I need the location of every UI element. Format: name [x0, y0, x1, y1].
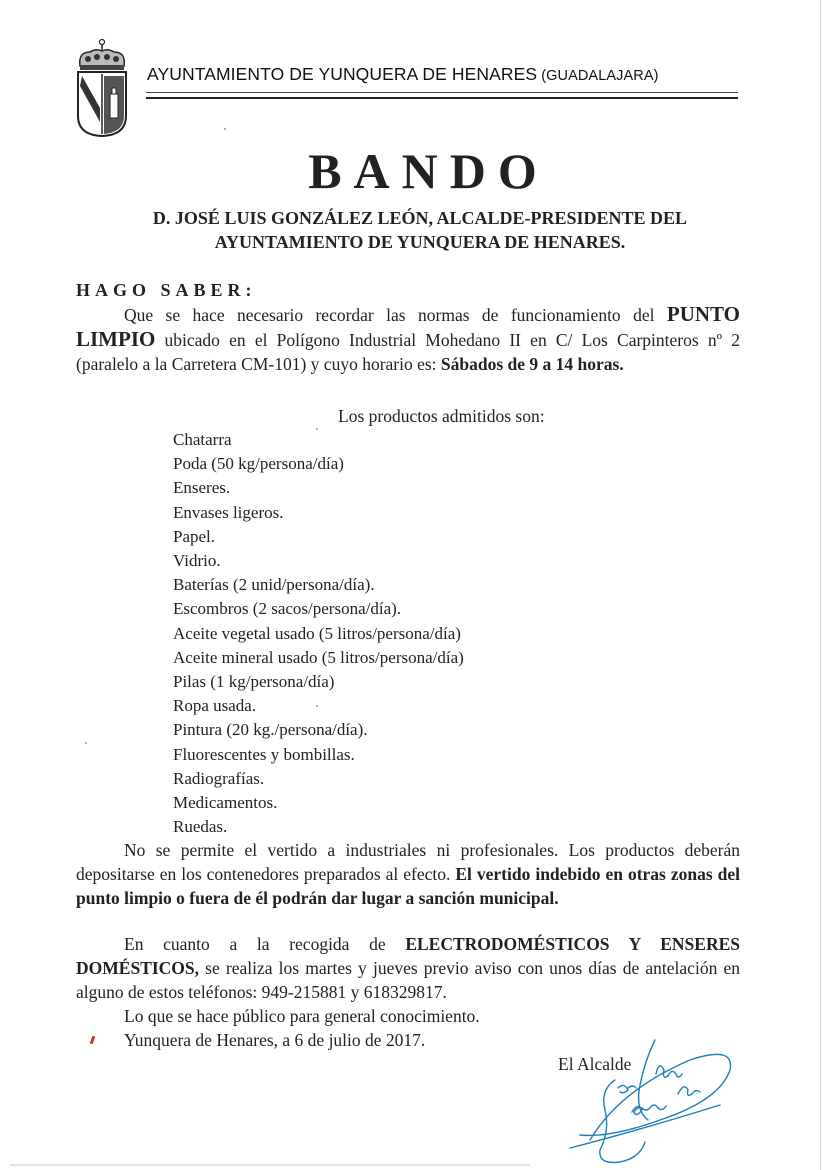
rules-paragraph [76, 838, 740, 910]
closing-statement: Lo que se hace público para general conocimiento. [124, 1006, 480, 1026]
appliances-text-b: se realiza los martes y jueves previo aviso con unos días de antelación en alguno de estos teléfonos: 949-215881 y 618329817. [76, 958, 740, 1002]
issuer-block [60, 206, 780, 254]
scan-speck [85, 742, 87, 744]
product-item: Pintura (20 kg./persona/día). [173, 720, 368, 740]
sanction-warning: El vertido indebido en otras zonas del punto limpio o fuera de él podrán dar lugar a sanción municipal. [76, 864, 741, 908]
products-heading: Los productos admitidos son: [338, 406, 545, 426]
intro-text-a: Que se hace necesario recordar las normas de funcionamiento del [124, 305, 667, 325]
product-item: Ruedas. [173, 817, 228, 837]
product-item: Pilas (1 kg/persona/día) [173, 672, 335, 692]
handwritten-signature-icon [560, 1030, 740, 1165]
municipality-name: AYUNTAMIENTO DE YUNQUERA DE HENARES [147, 64, 538, 84]
issuer-line-1: D. JOSÉ LUIS GONZÁLEZ LEÓN, ALCALDE-PRESIDENTE DEL [152, 208, 688, 228]
product-item: Aceite vegetal usado (5 litros/persona/día) [173, 623, 461, 643]
product-item: Ropa usada. [173, 696, 257, 716]
products-list [173, 428, 464, 839]
rules-text: No se permite el vertido a industriales ni profesionales. Los productos deberán depositarse en los contenedores preparados al efecto. [76, 840, 740, 884]
scan-artifact [10, 1164, 530, 1166]
appliances-label: ELECTRODOMÉSTICOS Y ENSERES DOMÉSTICOS, [76, 934, 740, 978]
intro-text-b: ubicado en el Polígono Industrial Mohedano II en C/ Los Carpinteros nº 2 (paralelo a la Carretera CM-101) y cuyo horario es: [76, 330, 740, 374]
signatory-title: El Alcalde [558, 1054, 632, 1074]
header-rule-thick [146, 97, 738, 99]
document-title: BANDO [308, 143, 549, 199]
product-item: Chatarra [173, 430, 232, 449]
product-item: Poda (50 kg/persona/día) [173, 454, 344, 474]
municipal-coat-of-arms-icon [74, 38, 130, 138]
scan-speck [224, 128, 226, 130]
intro-paragraph [76, 302, 740, 376]
scan-speck [316, 705, 318, 707]
scan-speck [316, 428, 318, 430]
hago-saber-heading: HAGO SABER: [76, 280, 257, 300]
header-rule-thin [146, 92, 738, 93]
place-and-date: Yunquera de Henares, a 6 de julio de 2017. [124, 1030, 426, 1050]
issuer-line-2: AYUNTAMIENTO DE YUNQUERA DE HENARES. [214, 232, 626, 252]
product-item: Fluorescentes y bombillas. [173, 744, 355, 764]
municipality-header [147, 64, 659, 85]
product-item: Papel. [173, 526, 216, 546]
product-item: Aceite mineral usado (5 litros/persona/día) [173, 647, 464, 667]
punto-limpio-label: PUNTO LIMPIO [76, 302, 740, 351]
appliances-paragraph [76, 932, 740, 1004]
product-item: Baterías (2 unid/persona/día). [173, 575, 375, 595]
product-item: Enseres. [173, 478, 231, 498]
product-item: Vidrio. [173, 551, 221, 571]
province-name: (GUADALAJARA) [541, 68, 659, 84]
ink-mark [90, 1036, 96, 1045]
product-item: Radiografías. [173, 768, 265, 788]
product-item: Escombros (2 sacos/persona/día). [173, 599, 402, 619]
product-item: Envases ligeros. [173, 502, 284, 522]
schedule-text: Sábados de 9 a 14 horas. [440, 354, 624, 374]
product-item: Medicamentos. [173, 793, 278, 813]
appliances-text-a: En cuanto a la recogida de [124, 934, 406, 954]
